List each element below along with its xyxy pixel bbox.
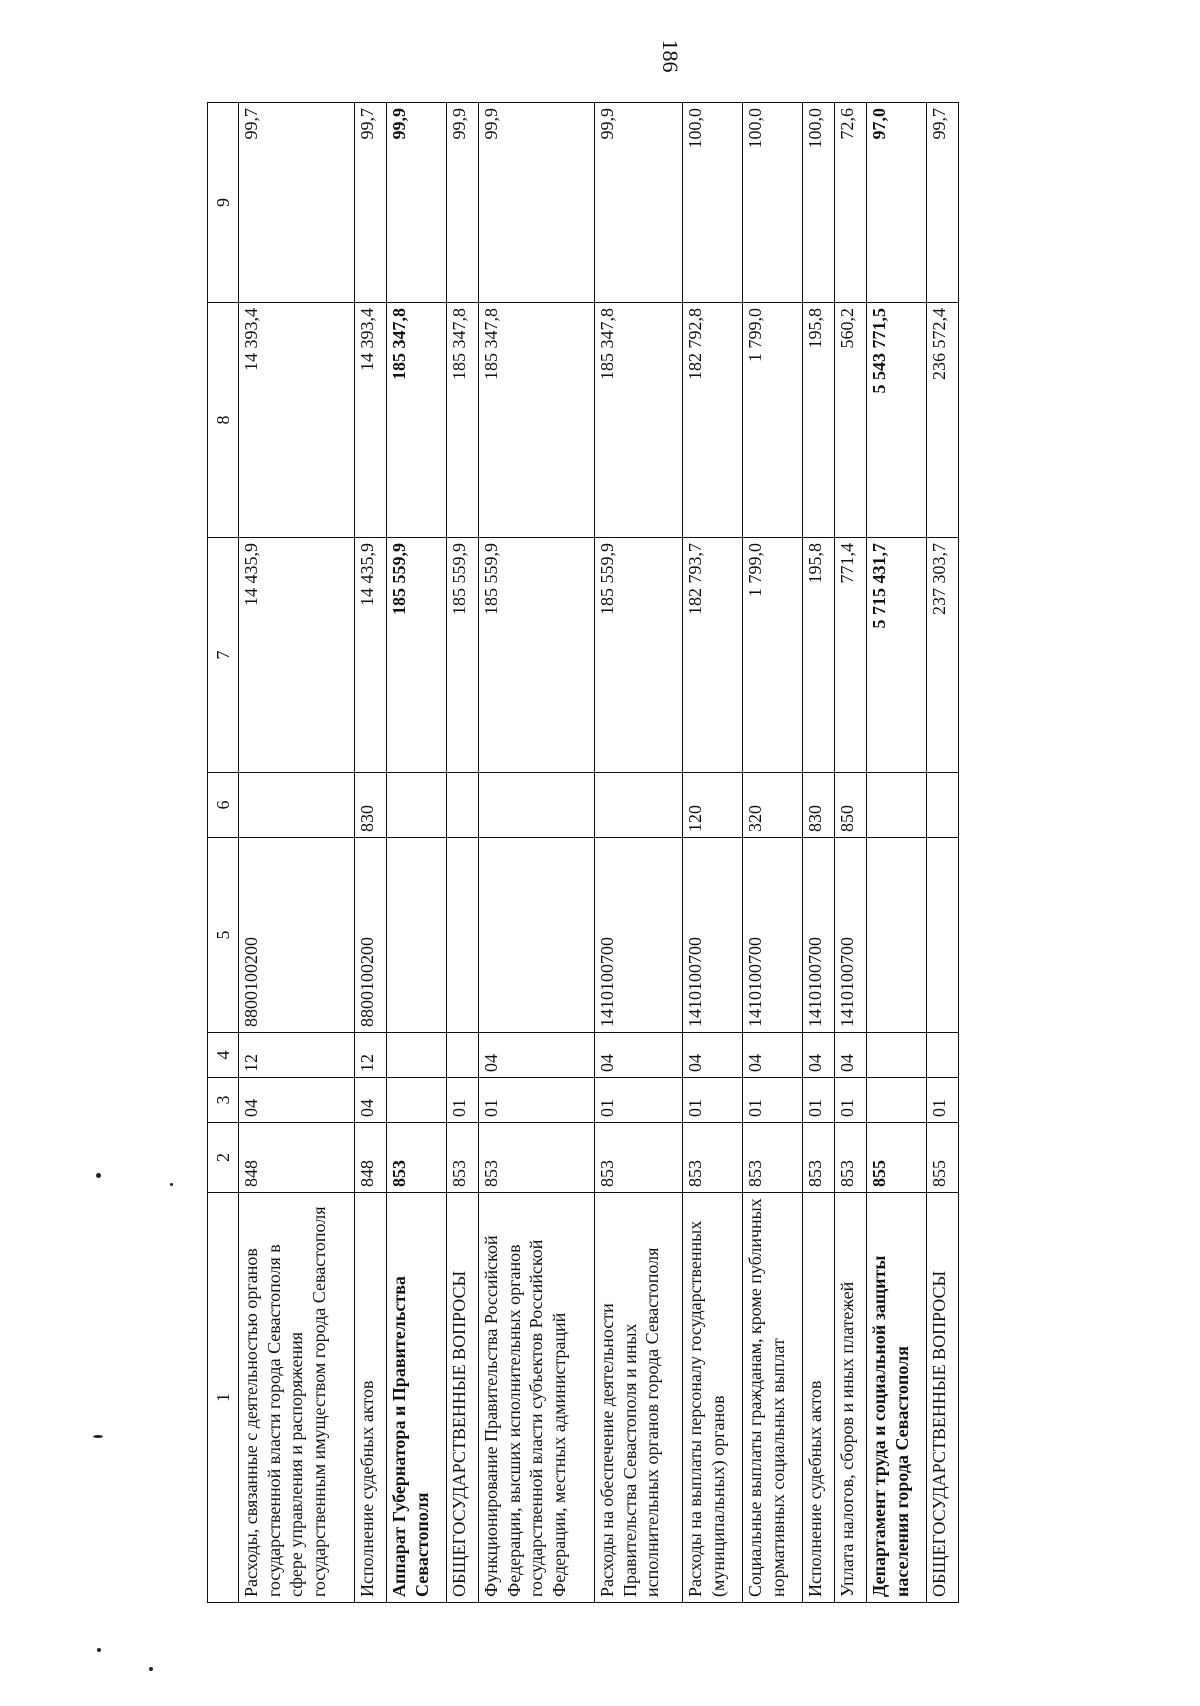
code-5-cell: [927, 838, 959, 1033]
code-5-cell: 1410100700: [743, 838, 803, 1033]
code-4-cell: 04: [803, 1033, 835, 1078]
code-4-cell: 04: [683, 1033, 743, 1078]
code-4-cell: [387, 1033, 447, 1078]
code-3-cell: 01: [803, 1078, 835, 1123]
code-3-cell: 01: [447, 1078, 479, 1123]
row-name-cell: ОБЩЕГОСУДАРСТВЕННЫЕ ВОПРОСЫ: [927, 1193, 959, 1603]
table-row: [835, 103, 867, 1603]
code-3-cell: 01: [595, 1078, 683, 1123]
code-6-cell: [927, 773, 959, 838]
row-name-cell: Исполнение судебных актов: [355, 1193, 387, 1603]
code-3-cell: [867, 1078, 927, 1123]
code-6-cell: [447, 773, 479, 838]
code-2-cell: 853: [447, 1123, 479, 1193]
percent-9-cell: 100,0: [803, 103, 835, 303]
amount-8-cell: 14 393,4: [355, 303, 387, 538]
code-4-cell: [867, 1033, 927, 1078]
code-2-cell: 848: [355, 1123, 387, 1193]
amount-8-cell: 185 347,8: [447, 303, 479, 538]
amount-8-cell: 1 799,0: [743, 303, 803, 538]
percent-9-cell: 99,9: [595, 103, 683, 303]
code-4-cell: 12: [355, 1033, 387, 1078]
amount-8-cell: 185 347,8: [479, 303, 595, 538]
amount-7-cell: 771,4: [835, 538, 867, 773]
code-2-cell: 848: [239, 1123, 355, 1193]
code-4-cell: 04: [743, 1033, 803, 1078]
table-row: [595, 103, 683, 1603]
code-5-cell: 1410100700: [803, 838, 835, 1033]
code-3-cell: 01: [479, 1078, 595, 1123]
scan-speck: [93, 1435, 103, 1438]
code-6-cell: [867, 773, 927, 838]
page-number: 186: [658, 39, 683, 73]
amount-8-cell: 182 792,8: [683, 303, 743, 538]
code-4-cell: 04: [835, 1033, 867, 1078]
amount-8-cell: 195,8: [803, 303, 835, 538]
row-name-cell: Департамент труда и социальной защиты населения города Севастополя: [867, 1193, 927, 1603]
amount-7-cell: 182 793,7: [683, 538, 743, 773]
code-5-cell: 1410100700: [683, 838, 743, 1033]
code-4-cell: [447, 1033, 479, 1078]
code-6-cell: [239, 773, 355, 838]
row-name-cell: Уплата налогов, сборов и иных платежей: [835, 1193, 867, 1603]
row-name-cell: ОБЩЕГОСУДАРСТВЕННЫЕ ВОПРОСЫ: [447, 1193, 479, 1603]
row-name-cell: Социальные выплаты гражданам, кроме публичных нормативных социальных выплат: [743, 1193, 803, 1603]
amount-7-cell: 14 435,9: [355, 538, 387, 773]
code-2-cell: 855: [927, 1123, 959, 1193]
amount-7-cell: 195,8: [803, 538, 835, 773]
code-3-cell: 01: [743, 1078, 803, 1123]
scan-speck: [170, 1183, 173, 1186]
column-header: 1: [208, 1193, 239, 1603]
table-row: [239, 103, 355, 1603]
row-name-cell: Исполнение судебных актов: [803, 1193, 835, 1603]
code-4-cell: 04: [479, 1033, 595, 1078]
amount-8-cell: 14 393,4: [239, 303, 355, 538]
row-name-cell: Расходы на выплаты персоналу государственных (муниципальных) органов: [683, 1193, 743, 1603]
table-row: [743, 103, 803, 1603]
code-2-cell: 853: [743, 1123, 803, 1193]
code-6-cell: 830: [355, 773, 387, 838]
percent-9-cell: 97,0: [867, 103, 927, 303]
column-header: 6: [208, 773, 239, 838]
percent-9-cell: 99,9: [387, 103, 447, 303]
code-2-cell: 853: [803, 1123, 835, 1193]
code-5-cell: [387, 838, 447, 1033]
table-row: [387, 103, 447, 1603]
table-row: [479, 103, 595, 1603]
amount-7-cell: 5 715 431,7: [867, 538, 927, 773]
table-header-row: [208, 103, 239, 1603]
code-6-cell: 120: [683, 773, 743, 838]
percent-9-cell: 100,0: [683, 103, 743, 303]
amount-8-cell: 5 543 771,5: [867, 303, 927, 538]
budget-table: [207, 102, 959, 1603]
table-row: [927, 103, 959, 1603]
column-header: 5: [208, 838, 239, 1033]
code-3-cell: 04: [239, 1078, 355, 1123]
amount-7-cell: 237 303,7: [927, 538, 959, 773]
code-5-cell: [479, 838, 595, 1033]
code-4-cell: 12: [239, 1033, 355, 1078]
column-header: 4: [208, 1033, 239, 1078]
column-header: 2: [208, 1123, 239, 1193]
code-5-cell: 8800100200: [355, 838, 387, 1033]
row-name-cell: Расходы на обеспечение деятельности Правительства Севастополя и иных исполнительных органов города Севастополя: [595, 1193, 683, 1603]
code-6-cell: 830: [803, 773, 835, 838]
amount-8-cell: 236 572,4: [927, 303, 959, 538]
amount-8-cell: 560,2: [835, 303, 867, 538]
code-6-cell: [387, 773, 447, 838]
amount-7-cell: 185 559,9: [479, 538, 595, 773]
amount-7-cell: 185 559,9: [387, 538, 447, 773]
amount-7-cell: 14 435,9: [239, 538, 355, 773]
code-5-cell: 1410100700: [835, 838, 867, 1033]
code-3-cell: 01: [683, 1078, 743, 1123]
code-3-cell: [387, 1078, 447, 1123]
code-5-cell: 1410100700: [595, 838, 683, 1033]
code-2-cell: 855: [867, 1123, 927, 1193]
table-row: [447, 103, 479, 1603]
column-header: 8: [208, 303, 239, 538]
table-body: [239, 103, 959, 1603]
code-3-cell: 04: [355, 1078, 387, 1123]
scan-speck: [149, 1667, 153, 1671]
code-6-cell: [479, 773, 595, 838]
table-row: [355, 103, 387, 1603]
column-header: 7: [208, 538, 239, 773]
amount-8-cell: 185 347,8: [387, 303, 447, 538]
code-6-cell: 850: [835, 773, 867, 838]
code-4-cell: 04: [595, 1033, 683, 1078]
rotated-table-container: [207, 103, 959, 1603]
row-name-cell: Функционирование Правительства Российской Федерации, высших исполнительных органов государственной власти субъектов Российской Федерации, местных администраций: [479, 1193, 595, 1603]
code-2-cell: 853: [683, 1123, 743, 1193]
code-6-cell: 320: [743, 773, 803, 838]
scan-speck: [97, 1648, 101, 1652]
code-2-cell: 853: [835, 1123, 867, 1193]
column-header: 3: [208, 1078, 239, 1123]
amount-8-cell: 185 347,8: [595, 303, 683, 538]
row-name-cell: Аппарат Губернатора и Правительства Севастополя: [387, 1193, 447, 1603]
percent-9-cell: 72,6: [835, 103, 867, 303]
code-6-cell: [595, 773, 683, 838]
table-row: [803, 103, 835, 1603]
percent-9-cell: 99,7: [927, 103, 959, 303]
code-3-cell: 01: [835, 1078, 867, 1123]
percent-9-cell: 99,7: [355, 103, 387, 303]
amount-7-cell: 185 559,9: [447, 538, 479, 773]
amount-7-cell: 185 559,9: [595, 538, 683, 773]
code-2-cell: 853: [387, 1123, 447, 1193]
code-2-cell: 853: [595, 1123, 683, 1193]
percent-9-cell: 99,9: [479, 103, 595, 303]
row-name-cell: Расходы, связанные с деятельностью органов государственной власти города Севастополя в сфере управления и распоряжения государственным имуществом города Севастополя: [239, 1193, 355, 1603]
code-5-cell: 8800100200: [239, 838, 355, 1033]
code-4-cell: [927, 1033, 959, 1078]
table-row: [683, 103, 743, 1603]
column-header: 9: [208, 103, 239, 303]
code-5-cell: [867, 838, 927, 1033]
scan-speck: [96, 1173, 101, 1178]
amount-7-cell: 1 799,0: [743, 538, 803, 773]
percent-9-cell: 100,0: [743, 103, 803, 303]
table-row: [867, 103, 927, 1603]
percent-9-cell: 99,9: [447, 103, 479, 303]
code-3-cell: 01: [927, 1078, 959, 1123]
percent-9-cell: 99,7: [239, 103, 355, 303]
code-5-cell: [447, 838, 479, 1033]
code-2-cell: 853: [479, 1123, 595, 1193]
